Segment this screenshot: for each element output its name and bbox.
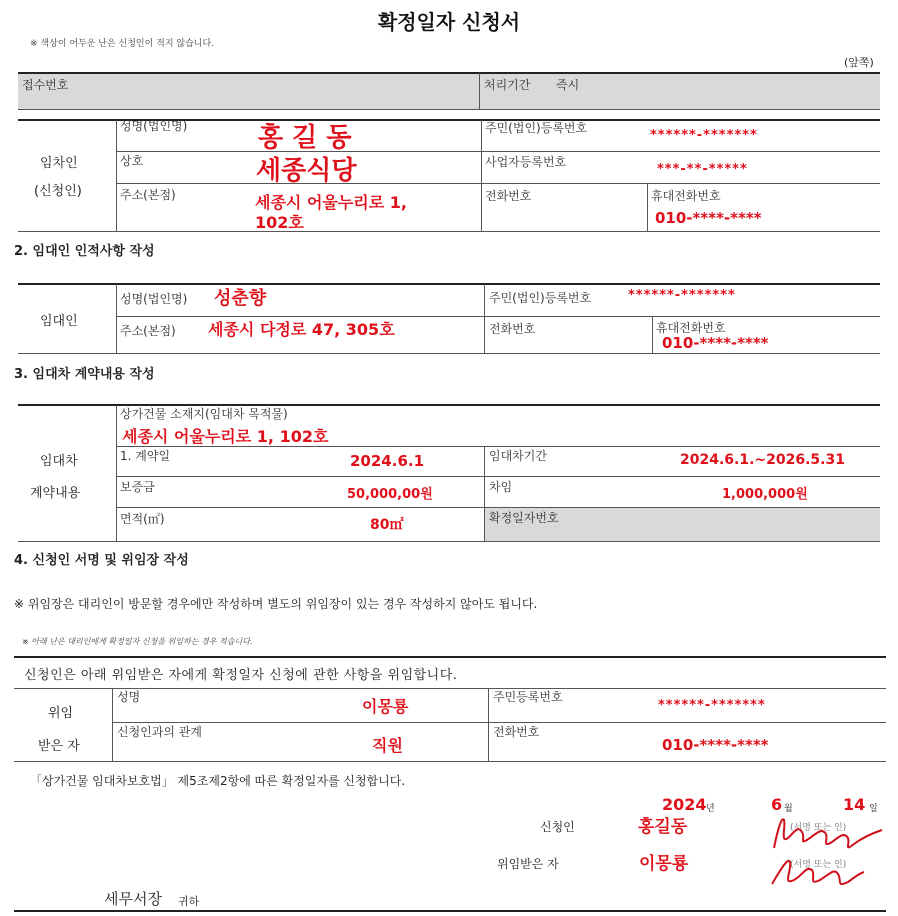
delegate-group-label: 위임: [48, 706, 74, 721]
addressee-suffix: 귀하: [178, 895, 200, 908]
tenant-address-value: 세종시 어울누리로 1,: [255, 193, 407, 212]
contract-rent-label: 차임: [489, 480, 513, 494]
contract-period-label: 임대차기간: [489, 449, 547, 463]
tenant-id-value: ******-*******: [650, 128, 758, 143]
contract-date-label: 1. 계약일: [120, 449, 171, 463]
delegate-phone-label: 전화번호: [493, 725, 540, 739]
delegate-name-value: 이몽룡: [362, 697, 409, 716]
delegation-note: ※ 위임장은 대리인이 방문할 경우에만 작성하며 별도의 위임장이 있는 경우 작성하지 않아도 됩니다.: [14, 597, 538, 611]
landlord-phone-label: 전화번호: [489, 322, 536, 336]
top-note: ※ 색상이 어두운 난은 신청인이 적지 않습니다.: [30, 39, 215, 49]
contract-group-sublabel: 계약내용: [30, 486, 81, 501]
delegate-sign-name: 이몽룡: [639, 854, 689, 874]
applicant-label: 신청인: [540, 820, 575, 834]
delegate-phone-value: 010-****-****: [662, 736, 769, 754]
contract-period-value: 2024.6.1.~2026.5.31: [680, 452, 845, 468]
section-2-title: 2. 임대인 인적사항 작성: [14, 244, 155, 259]
processing-period-value: 즉시: [556, 78, 580, 92]
landlord-address-value: 세종시 다정로 47, 305호: [208, 320, 395, 339]
contract-rent-value: 1,000,000원: [722, 487, 808, 502]
landlord-address-label: 주소(본점): [120, 324, 176, 338]
delegate-relation-value: 직원: [372, 736, 403, 755]
delegate-sign-hint: (서명 또는 인): [790, 860, 847, 870]
section-4-title: 4. 신청인 서명 및 위임장 작성: [14, 553, 189, 568]
date-day-unit: 일: [869, 804, 878, 814]
delegation-small-note: ※ 아래 난은 대리인에게 확정일자 신청을 위임하는 경우 적습니다.: [22, 637, 253, 646]
processing-period-label: 처리기간: [484, 78, 531, 92]
page-side-label: (앞쪽): [844, 56, 874, 69]
tenant-bizno-label: 사업자등록번호: [485, 155, 567, 169]
fixed-date-number-label: 확정일자번호: [489, 511, 559, 525]
landlord-mobile-label: 휴대전화번호: [656, 321, 726, 335]
date-year-unit: 년: [706, 804, 715, 814]
header-row-background: [18, 73, 880, 109]
tenant-group-sublabel: (신청인): [34, 184, 82, 199]
delegate-name-label: 성명: [117, 690, 141, 704]
contract-group-label: 임대차: [40, 454, 78, 469]
law-statement: 「상가건물 임대차보호법」 제5조제2항에 따른 확정일자를 신청합니다.: [30, 774, 406, 788]
date-day: 14: [843, 795, 866, 814]
tenant-business-label: 상호: [120, 154, 144, 168]
tenant-mobile-value: 010-****-****: [655, 209, 762, 227]
applicant-name: 홍길동: [638, 817, 688, 837]
tenant-name-label: 성명(법인명): [120, 119, 188, 133]
delegate-id-value: ******-*******: [658, 698, 766, 713]
tenant-id-label: 주민(법인)등록번호: [485, 121, 588, 135]
contract-location-value: 세종시 어울누리로 1, 102호: [122, 427, 329, 446]
contract-area-label: 면적(㎡): [120, 512, 165, 526]
delegate-sign-label: 위임받은 자: [497, 857, 559, 871]
page-title: 확정일자 신청서: [377, 10, 521, 34]
contract-location-label: 상가건물 소재지(임대차 목적물): [120, 407, 288, 421]
landlord-id-value: ******-*******: [628, 288, 736, 303]
tenant-business-value: 세종식당: [256, 156, 357, 186]
contract-date-value: 2024.6.1: [350, 452, 425, 470]
landlord-id-label: 주민(법인)등록번호: [489, 291, 592, 305]
landlord-name-value: 성춘향: [214, 288, 267, 309]
section-3-title: 3. 임대차 계약내용 작성: [14, 367, 155, 382]
delegate-relation-label: 신청인과의 관계: [117, 725, 202, 739]
addressee: 세무서장: [104, 890, 162, 908]
contract-deposit-value: 50,000,00원: [347, 487, 433, 502]
date-month-unit: 월: [784, 804, 793, 814]
contract-area-value: 80㎡: [370, 517, 404, 533]
tenant-mobile-label: 휴대전화번호: [651, 189, 721, 203]
delegate-signature: [768, 846, 868, 894]
contract-deposit-label: 보증금: [120, 480, 155, 494]
delegation-statement: 신청인은 아래 위임받은 자에게 확정일자 신청에 관한 사항을 위임합니다.: [24, 668, 458, 683]
landlord-group-label: 임대인: [40, 314, 78, 329]
landlord-name-label: 성명(법인명): [120, 292, 188, 306]
date-year: 2024: [662, 795, 707, 814]
applicant-sign-hint: (서명 또는 인): [790, 823, 847, 833]
date-month: 6: [771, 795, 783, 814]
tenant-phone-label: 전화번호: [485, 189, 532, 203]
tenant-name-value: 홍 길 동: [258, 123, 352, 153]
receipt-number-label: 접수번호: [22, 78, 69, 92]
tenant-address-label: 주소(본점): [120, 188, 176, 202]
tenant-group-label: 임차인: [40, 156, 78, 171]
tenant-bizno-value: ***-**-*****: [657, 162, 748, 177]
delegate-group-sublabel: 받은 자: [38, 739, 80, 754]
delegate-id-label: 주민등록번호: [493, 690, 563, 704]
landlord-mobile-value: 010-****-****: [662, 334, 769, 352]
tenant-address-value-line2: 102호: [255, 213, 304, 232]
